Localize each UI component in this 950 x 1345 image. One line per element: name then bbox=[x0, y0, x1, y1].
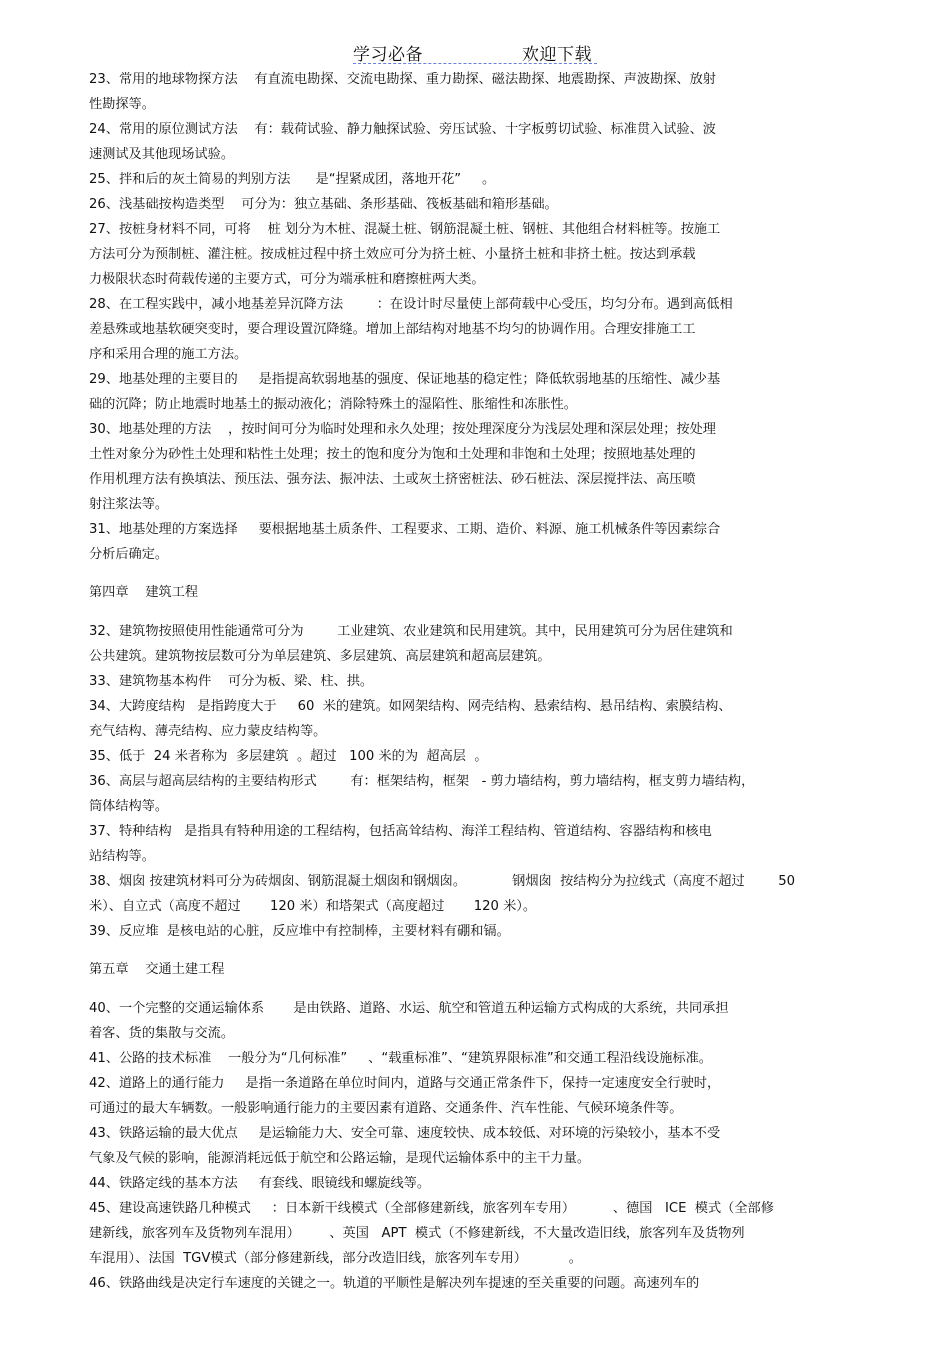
text-line: 速测试及其他现场试验。 bbox=[89, 147, 235, 162]
text-line: 33、建筑物基本构件 可分为板、梁、柱、拱。 bbox=[89, 674, 374, 689]
text-line: 力极限状态时荷载传递的主要方式，可分为端承桩和磨擦桩两大类。 bbox=[89, 272, 485, 287]
text-line: 26、浅基础按构造类型 可分为：独立基础、条形基础、筏板基础和箱形基础。 bbox=[89, 197, 558, 212]
text-line: 41、公路的技术标准 一般分为“几何标准” 、“载重标准”、“建筑界限标准”和交通工程沿线设施标准。 bbox=[89, 1051, 712, 1066]
spacer bbox=[89, 982, 879, 996]
text-line: 31、地基处理的方案选择 要根据地基土质条件、工程要求、工期、造价、料源、施工机械条件等因素综合 bbox=[89, 522, 721, 537]
text-line: 站结构等。 bbox=[89, 849, 155, 864]
text-line: 27、按桩身材料不同，可将 桩 划分为木桩、混凝土桩、钢筋混凝土桩、钢桩、其他组合材料桩等。按施工 bbox=[89, 222, 721, 237]
text-line: 28、在工程实践中，减小地基差异沉降方法 ：在设计时尽量使上部荷载中心受压，均匀分布。遇到高低相 bbox=[89, 297, 733, 312]
header-right-text: 欢迎下载 bbox=[522, 45, 592, 65]
text-line: 方法可分为预制桩、灌注桩。按成桩过程中挤土效应可分为挤土桩、小量挤土桩和非挤土桩。按达到承载 bbox=[89, 247, 696, 262]
text-line: 35、低于 24 米者称为 多层建筑 。超过 100 米的为 超高层 。 bbox=[89, 749, 488, 764]
text-line: 23、常用的地球物探方法 有直流电勘探、交流电勘探、重力勘探、磁法勘探、地震勘探、声波勘探、放射 bbox=[89, 72, 716, 87]
section-block-2 bbox=[89, 619, 879, 944]
section-block-3 bbox=[89, 996, 879, 1296]
text-line: 着客、货的集散与交流。 bbox=[89, 1026, 235, 1041]
document-body bbox=[89, 67, 879, 1296]
text-line: 25、拌和后的灰土简易的判别方法 是“捏紧成团，落地开花” 。 bbox=[89, 172, 496, 187]
text-line: 30、地基处理的方法 ，按时间可分为临时处理和永久处理；按处理深度分为浅层处理和深层处理；按处理 bbox=[89, 422, 716, 437]
text-line: 39、反应堆 是核电站的心脏，反应堆中有控制棒，主要材料有硼和镉。 bbox=[89, 924, 510, 939]
chapter-5-heading: 第五章 交通土建工程 bbox=[89, 962, 225, 977]
text-line: 差悬殊或地基软硬突变时，要合理设置沉降缝。增加上部结构对地基不均匀的协调作用。合理安排施工工 bbox=[89, 322, 696, 337]
text-line: 射注浆法等。 bbox=[89, 497, 169, 512]
header-dashed-rule bbox=[353, 63, 597, 64]
text-line: 车混用）、法国 TGV模式（部分修建新线，部分改造旧线，旅客列车专用） 。 bbox=[89, 1251, 582, 1266]
spacer bbox=[89, 944, 879, 957]
text-line: 建新线，旅客列车及货物列车混用） 、英国 APT 模式（不修建新线，不大量改造旧线，旅客列车及货物列 bbox=[89, 1226, 745, 1241]
text-line: 34、大跨度结构 是指跨度大于 60 米的建筑。如网架结构、网壳结构、悬索结构、悬吊结构、索膜结构、 bbox=[89, 699, 732, 714]
text-line: 米）、自立式（高度不超过 120 米）和塔架式（高度超过 120 米）。 bbox=[89, 899, 537, 914]
text-line: 气象及气候的影响，能源消耗远低于航空和公路运输，是现代运输体系中的主干力量。 bbox=[89, 1151, 591, 1166]
text-line: 础的沉降；防止地震时地基土的振动液化；消除特殊土的湿陷性、胀缩性和冻胀性。 bbox=[89, 397, 577, 412]
text-line: 充气结构、薄壳结构、应力蒙皮结构等。 bbox=[89, 724, 327, 739]
text-line: 32、建筑物按照使用性能通常可分为 工业建筑、农业建筑和民用建筑。其中，民用建筑可分为居住建筑和 bbox=[89, 624, 733, 639]
text-line: 公共建筑。建筑物按层数可分为单层建筑、多层建筑、高层建筑和超高层建筑。 bbox=[89, 649, 551, 664]
text-line: 作用机理方法有换填法、预压法、强夯法、振冲法、土或灰土挤密桩法、砂石桩法、深层搅拌法、高压喷 bbox=[89, 472, 696, 487]
text-line: 土性对象分为砂性土处理和粘性土处理；按土的饱和度分为饱和土处理和非饱和土处理；按照地基处理的 bbox=[89, 447, 696, 462]
text-line: 37、特种结构 是指具有特种用途的工程结构，包括高耸结构、海洋工程结构、管道结构、容器结构和核电 bbox=[89, 824, 712, 839]
text-line: 性勘探等。 bbox=[89, 97, 155, 112]
text-line: 43、铁路运输的最大优点 是运输能力大、安全可靠、速度较快、成本较低、对环境的污染较小，基本不受 bbox=[89, 1126, 721, 1141]
text-line: 40、一个完整的交通运输体系 是由铁路、道路、水运、航空和管道五种运输方式构成的大系统，共同承担 bbox=[89, 1001, 729, 1016]
page-header bbox=[0, 40, 950, 68]
section-block-1 bbox=[89, 67, 879, 567]
header-left-text: 学习必备 bbox=[353, 45, 423, 65]
spacer bbox=[89, 567, 879, 580]
text-line: 44、铁路定线的基本方法 有套线、眼镜线和螺旋线等。 bbox=[89, 1176, 431, 1191]
spacer bbox=[89, 605, 879, 619]
text-line: 38、烟囱 按建筑材料可分为砖烟囱、钢筋混凝土烟囱和钢烟囱。 钢烟囱 按结构分为拉线式（高度不超过 50 bbox=[89, 874, 796, 889]
text-line: 36、高层与超高层结构的主要结构形式 有：框架结构，框架 - 剪力墙结构，剪力墙结构，框支剪力墙结构， bbox=[89, 774, 755, 789]
text-line: 42、道路上的通行能力 是指一条道路在单位时间内，道路与交通正常条件下，保持一定速度安全行驶时， bbox=[89, 1076, 721, 1091]
text-line: 分析后确定。 bbox=[89, 547, 169, 562]
text-line: 筒体结构等。 bbox=[89, 799, 169, 814]
text-line: 24、常用的原位测试方法 有：载荷试验、静力触探试验、旁压试验、十字板剪切试验、标准贯入试验、波 bbox=[89, 122, 716, 137]
text-line: 45、建设高速铁路几种模式 ：日本新干线模式（全部修建新线，旅客列车专用） 、德国 ICE 模式（全部修 bbox=[89, 1201, 774, 1216]
text-line: 可通过的最大车辆数。一般影响通行能力的主要因素有道路、交通条件、汽车性能、气候环境条件等。 bbox=[89, 1101, 683, 1116]
text-line: 29、地基处理的主要目的 是指提高软弱地基的强度、保证地基的稳定性；降低软弱地基的压缩性、减少基 bbox=[89, 372, 721, 387]
chapter-4-heading: 第四章 建筑工程 bbox=[89, 585, 199, 600]
text-line: 序和采用合理的施工方法。 bbox=[89, 347, 248, 362]
text-line: 46、铁路曲线是决定行车速度的关键之一。轨道的平顺性是解决列车提速的至关重要的问题。高速列车的 bbox=[89, 1276, 700, 1291]
